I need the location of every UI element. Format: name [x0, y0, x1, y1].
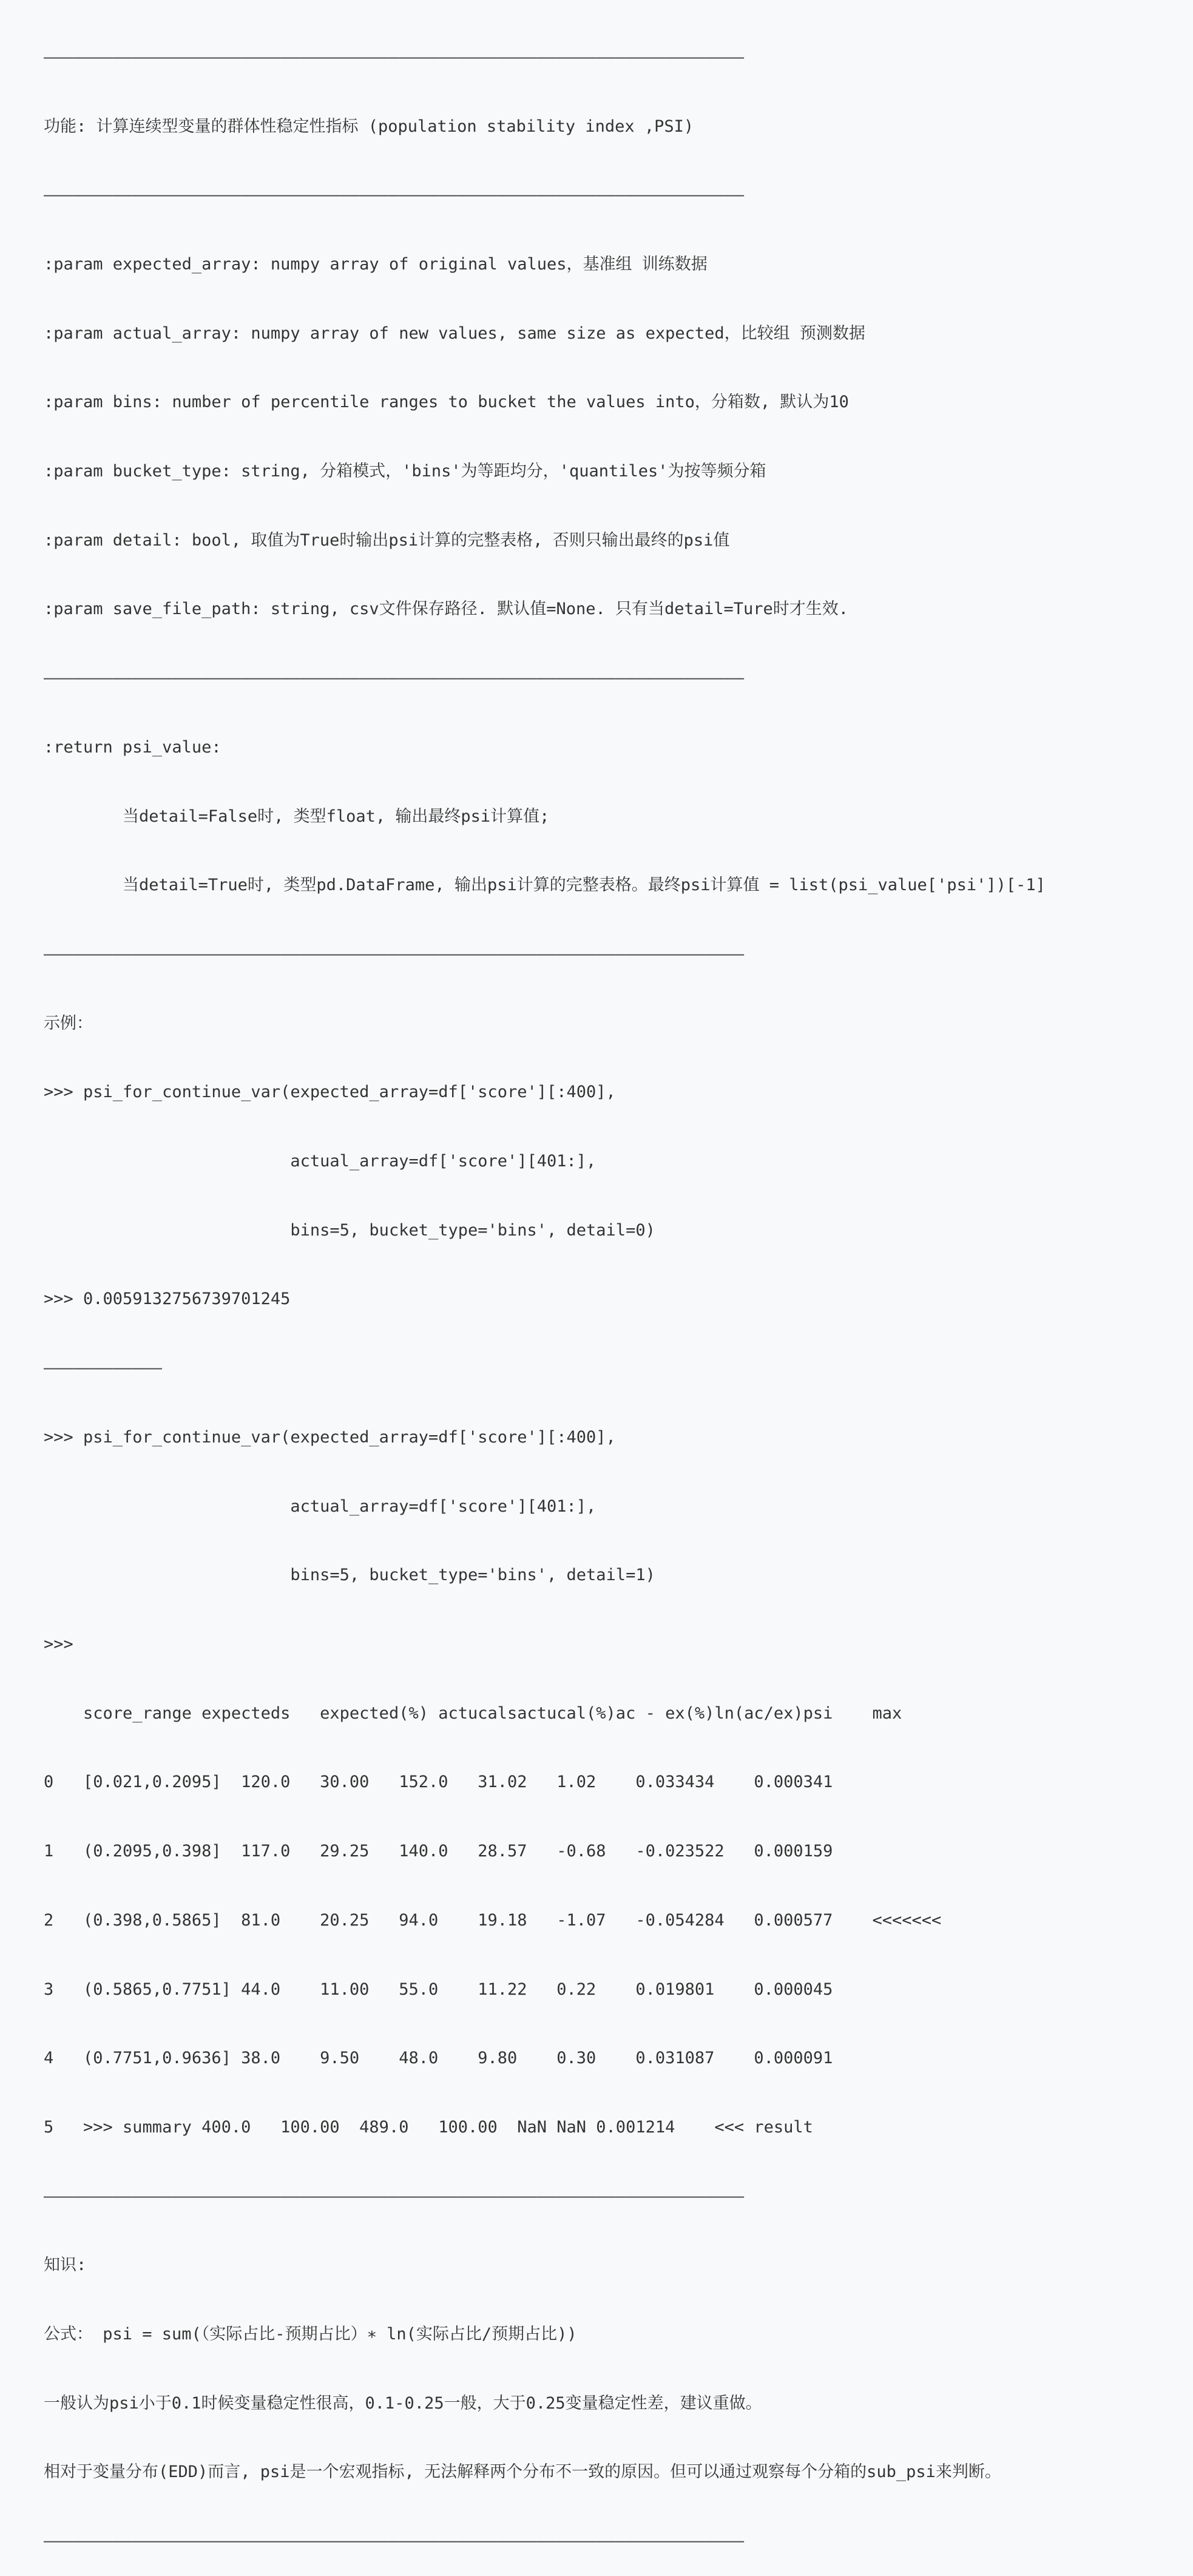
return-detail-false: 当detail=False时, 类型float, 输出最终psi计算值; [44, 806, 550, 826]
divider-line: ——————————————————————————————————————————————————————————————————————— [44, 669, 745, 688]
function-description: 功能: 计算连续型变量的群体性稳定性指标 (population stability index ,PSI) [44, 117, 694, 136]
table-row: 1 (0.2095,0.398] 117.0 29.25 140.0 28.57 -0.68 -0.023522 0.000159 [44, 1842, 833, 1861]
table-row: 4 (0.7751,0.9636] 38.0 9.50 48.0 9.80 0.30 0.031087 0.000091 [44, 2049, 833, 2068]
example-heading: 示例： [44, 1013, 93, 1033]
return-detail-true: 当detail=True时, 类型pd.DataFrame, 输出psi计算的完整表格。最终psi计算值 = list(psi_value['psi'])[-1] [44, 876, 1046, 895]
param-bucket-type: :param bucket_type: string, 分箱模式，'bins'为等距均分，'quantiles'为按等频分箱 [44, 462, 766, 481]
example1-call-line: bins=5, bucket_type='bins', detail=0) [44, 1220, 655, 1240]
example1-result: >>> 0.0059132756739701245 [44, 1290, 291, 1309]
docstring-block [44, 0, 1185, 2576]
divider-line: ——————————————————————————————————————————————————————————————————————— [44, 2186, 745, 2206]
param-expected-array: :param expected_array: numpy array of original values，基准组 训练数据 [44, 254, 708, 274]
table-summary-row: 5 >>> summary 400.0 100.00 489.0 100.00 NaN NaN 0.001214 <<< result [44, 2117, 813, 2137]
example1-call-line: actual_array=df['score'][401:], [44, 1152, 596, 1171]
example2-call-line: bins=5, bucket_type='bins', detail=1) [44, 1566, 655, 1585]
example2-prompt: >>> [44, 1634, 73, 1654]
knowledge-line: 一般认为psi小于0.1时候变量稳定性很高，0.1-0.25一般，大于0.25变量稳定性差，建议重做。 [44, 2393, 762, 2413]
example1-call-line: >>> psi_for_continue_var(expected_array=df['score'][:400], [44, 1083, 616, 1102]
param-save-file-path: :param save_file_path: string, csv文件保存路径. 默认值=None. 只有当detail=Ture时才生效. [44, 600, 849, 619]
table-row: 0 [0.021,0.2095] 120.0 30.00 152.0 31.02 1.02 0.033434 0.000341 [44, 1773, 833, 1792]
param-actual-array: :param actual_array: numpy array of new values, same size as expected，比较组 预测数据 [44, 323, 865, 343]
knowledge-line: 相对于变量分布(EDD)而言, psi是一个宏观指标, 无法解释两个分布不一致的原因。但可以通过观察每个分箱的sub_psi来判断。 [44, 2463, 1001, 2482]
table-row: 3 (0.5865,0.7751] 44.0 11.00 55.0 11.22 0.22 0.019801 0.000045 [44, 1979, 833, 1999]
example2-call-line: >>> psi_for_continue_var(expected_array=df['score'][:400], [44, 1427, 616, 1447]
divider-line: ——————————————————————————————————————————————————————————————————————— [44, 47, 745, 67]
divider-line: ——————————————————————————————————————————————————————————————————————— [44, 186, 745, 205]
short-divider-line: ———————————— [44, 1359, 163, 1378]
divider-line: ——————————————————————————————————————————————————————————————————————— [44, 2532, 745, 2551]
param-bins: :param bins: number of percentile ranges to bucket the values into，分箱数, 默认为10 [44, 393, 849, 412]
table-header: score_range expecteds expected(%) actucalsactucal(%)ac - ex(%)ln(ac/ex)psi max [44, 1703, 902, 1723]
divider-line: ——————————————————————————————————————————————————————————————————————— [44, 944, 745, 964]
formula-line: 公式： psi = sum(（实际占比-预期占比）∗ ln(实际占比/预期占比)) [44, 2325, 577, 2344]
table-row: 2 (0.398,0.5865] 81.0 20.25 94.0 19.18 -1.07 -0.054284 0.000577 <<<<<<< [44, 1910, 942, 1930]
knowledge-heading: 知识: [44, 2256, 87, 2275]
example2-call-line: actual_array=df['score'][401:], [44, 1496, 596, 1516]
return-heading: :return psi_value: [44, 737, 221, 757]
param-detail: :param detail: bool, 取值为True时输出psi计算的完整表格, 否则只输出最终的psi值 [44, 530, 730, 550]
